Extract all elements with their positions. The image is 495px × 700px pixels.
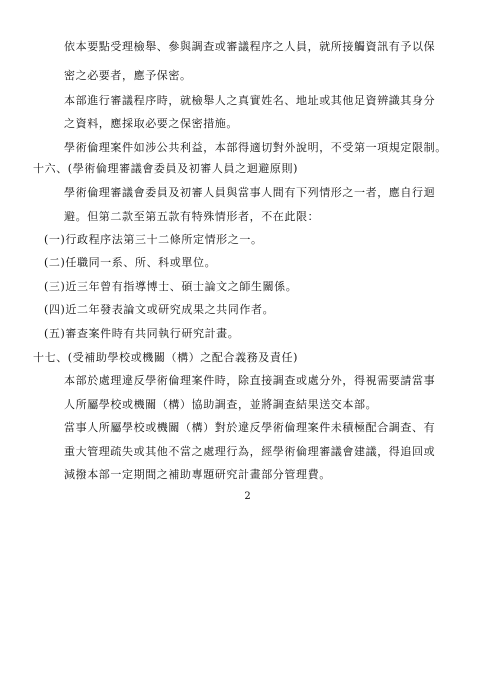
- list-item: (二)任職同一系、所、科或單位。: [44, 256, 217, 269]
- text-line: 依本要點受理檢舉、參與調查或審議程序之人員，就所接觸資訊有予以保: [64, 40, 436, 53]
- text-line: 之資料，應採取必要之保密措施。: [64, 117, 238, 130]
- list-item: (四)近二年發表論文或研究成果之共同作者。: [44, 303, 275, 316]
- text-line: 減撥本部一定期間之補助專題研究計畫部分管理費。: [64, 468, 331, 481]
- text-line: 密之必要者，應予保密。: [64, 69, 192, 82]
- list-item: (三)近三年曾有指導博士、碩士論文之師生關係。: [44, 280, 298, 293]
- text-line: 避。但第二款至第五款有特殊情形者，不在此限：: [64, 210, 320, 223]
- text-line: 人所屬學校或機關（構）協助調查，並將調查結果送交本部。: [64, 398, 378, 411]
- page-number: 2: [244, 491, 251, 502]
- text-line: 本部於處理違反學術倫理案件時，除直接調查或處分外，得視需要請當事: [64, 374, 436, 387]
- text-line: 本部進行審議程序時，就檢舉人之真實姓名、地址或其他足資辨識其身分: [64, 94, 436, 107]
- text-line: 當事人所屬學校或機關（構）對於違反學術倫理案件未積極配合調查、有: [64, 421, 436, 434]
- text-line: 重大管理疏失或其他不當之處理行為，經學術倫理審議會建議，得追回或: [64, 445, 436, 458]
- text-line: 學術倫理審議會委員及初審人員與當事人間有下列情形之一者，應自行迴: [64, 186, 436, 199]
- list-item: (一)行政程序法第三十二條所定情形之一。: [44, 233, 263, 246]
- list-item: (五)審查案件時有共同執行研究計畫。: [44, 327, 240, 340]
- text-line: 學術倫理案件如涉公共利益，本部得適切對外說明，不受第一項規定限制。: [64, 141, 447, 154]
- section-heading: 十六、(學術倫理審議會委員及初審人員之迴避原則): [33, 162, 298, 175]
- section-heading: 十七、(受補助學校或機關（構）之配合義務及責任): [33, 351, 298, 364]
